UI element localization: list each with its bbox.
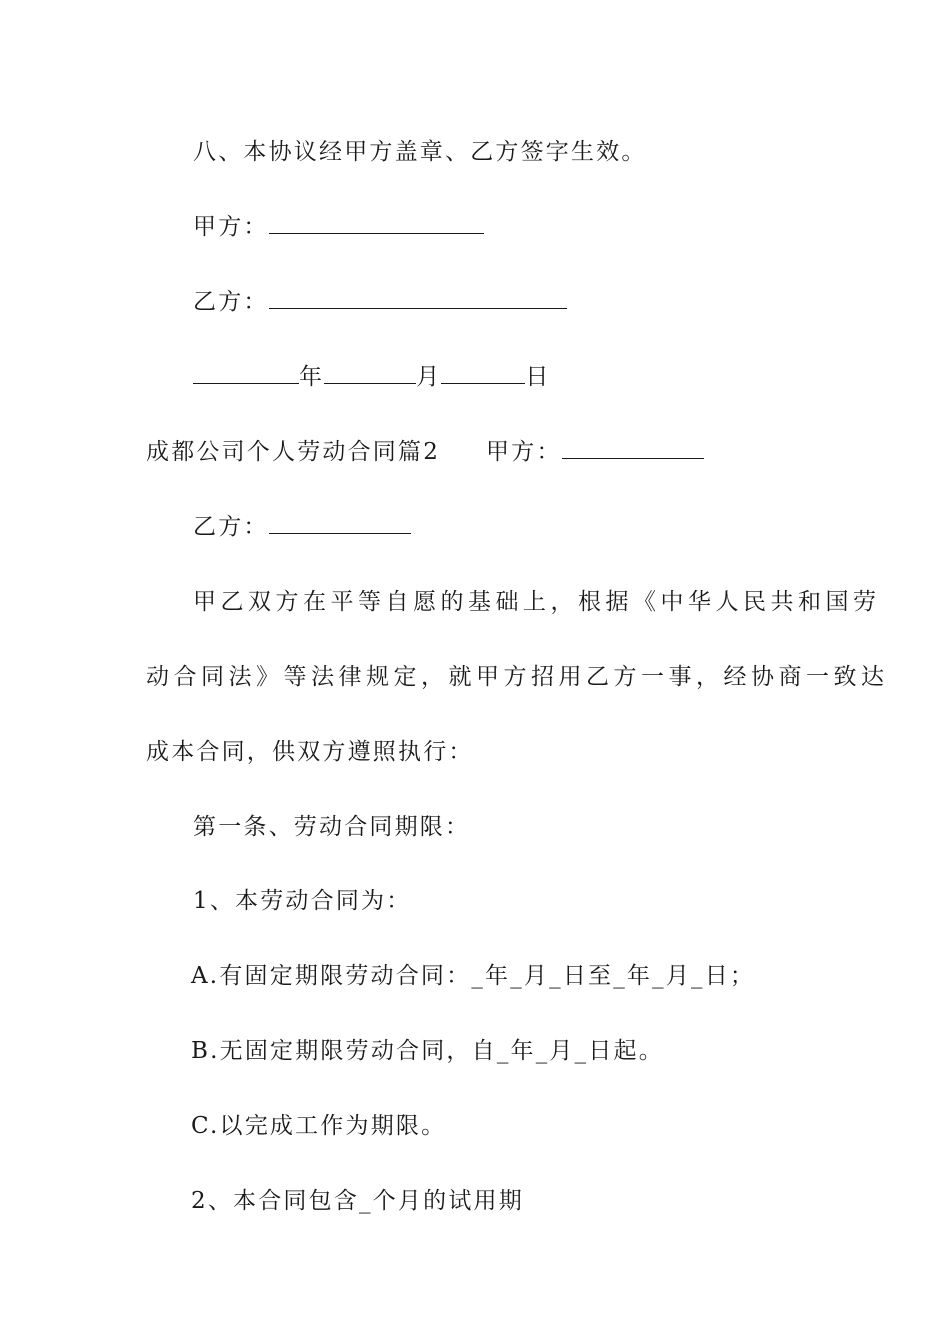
party-b-label: 乙方： <box>193 289 269 315</box>
day-blank <box>441 363 525 384</box>
article-one-heading: 第一条、劳动合同期限： <box>193 814 471 840</box>
clause-eight: 八、本协议经甲方盖章、乙方签字生效。 <box>193 139 647 165</box>
section-2-party-b-label: 乙方： <box>193 514 269 540</box>
intro-paragraph-line-1: 甲乙双方在平等自愿的基础上，根据《中华人民共和国劳 <box>193 589 881 615</box>
item-two: 2、本合同包含_个月的试用期 <box>191 1188 524 1214</box>
section-2-party-a-blank <box>562 438 704 459</box>
party-a-label: 甲方： <box>193 214 269 240</box>
option-b: B.无固定期限劳动合同，自_年_月_日起。 <box>191 1038 664 1064</box>
section-2-party-b-blank <box>269 513 411 534</box>
year-label: 年 <box>299 364 325 390</box>
section-2-title: 成都公司个人劳动合同篇2 <box>146 439 441 465</box>
item-one: 1、本劳动合同为： <box>193 888 412 914</box>
month-label: 月 <box>416 364 442 390</box>
section-2-party-a-label: 甲方： <box>486 439 562 465</box>
section-2-party-b-line <box>193 512 411 542</box>
intro-paragraph-line-3: 成本合同，供双方遵照执行： <box>146 739 474 765</box>
date-line <box>193 362 551 392</box>
section-2-heading-line <box>146 437 704 467</box>
option-a: A.有固定期限劳动合同：_年_月_日至_年_月_日； <box>191 963 756 989</box>
month-blank <box>324 363 416 384</box>
day-label: 日 <box>525 364 551 390</box>
party-b-blank <box>269 288 567 309</box>
party-a-blank <box>269 213 484 234</box>
intro-paragraph-line-2: 动合同法》等法律规定，就甲方招用乙方一事，经协商一致达 <box>146 664 889 690</box>
party-a-signature-line <box>193 212 484 242</box>
option-c: C.以完成工作为期限。 <box>191 1113 447 1139</box>
party-b-signature-line <box>193 287 567 317</box>
year-blank <box>193 363 299 384</box>
